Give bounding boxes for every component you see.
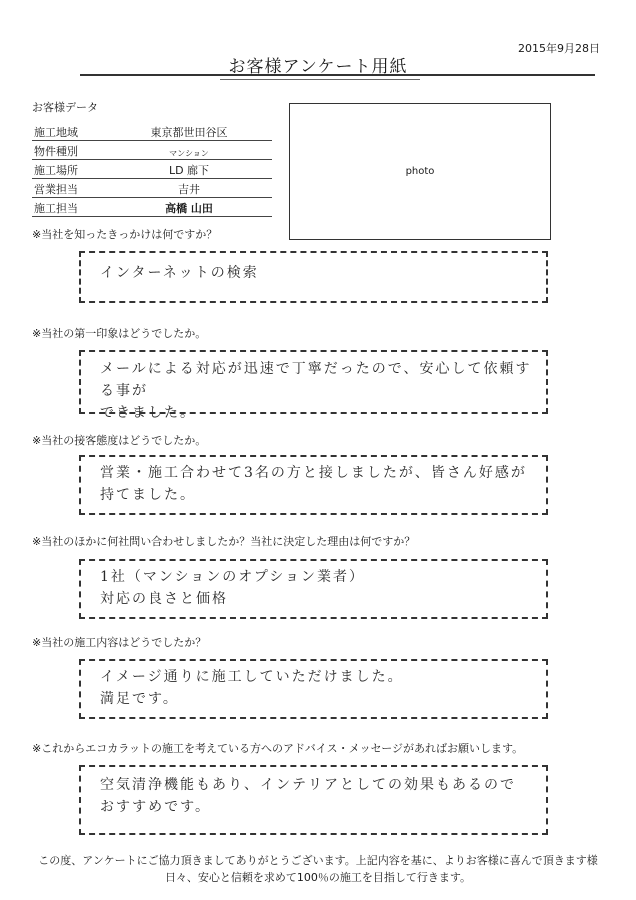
info-label: 営業担当 [32, 179, 106, 198]
survey-date: 2015年9月28日 [518, 42, 600, 55]
question-5: ※当社の施工内容はどうでしたか？ [32, 636, 207, 649]
closing-message [0, 852, 636, 886]
question-2: ※当社の第一印象はどうでしたか。 [32, 327, 207, 340]
answer-line: 対応の良さと価格 [100, 591, 228, 607]
question-3: ※当社の接客態度はどうでしたか。 [32, 434, 207, 447]
question-6: ※これからエコカラットの施工を考えている方へのアドバイス・メッセージがあればお願いします。 [32, 742, 524, 755]
answer-line: 満足です。 [100, 691, 179, 707]
info-value: マンション [106, 141, 272, 160]
question-4: ※当社のほかに何社問い合わせしましたか？当社に決定した理由は何ですか？ [32, 535, 416, 548]
info-label: 物件種別 [32, 141, 106, 160]
answer-2 [100, 358, 540, 424]
info-label: 施工地域 [32, 122, 106, 141]
page-title: お客様アンケート用紙 [228, 57, 408, 77]
info-row-property-type [32, 141, 272, 160]
answer-6 [100, 774, 540, 818]
answer-1 [100, 262, 540, 284]
closing-line-2: 日々、安心と信頼を求めて100％の施工を目指して行きます。 [164, 871, 472, 884]
info-value: 吉井 [106, 179, 272, 198]
info-row-construction-staff [32, 198, 272, 217]
info-row-area [32, 122, 272, 141]
answer-line: おすすめです。 [100, 799, 212, 815]
photo-placeholder-label: photo [405, 166, 435, 177]
answer-line: 持てました。 [100, 487, 196, 503]
answer-4 [100, 566, 540, 610]
answer-line: 営業・施工合わせて3名の方と接しましたが、皆さん好感が [100, 465, 527, 481]
answer-3 [100, 462, 540, 506]
info-value: 高橋 山田 [106, 198, 272, 217]
answer-line: できました。 [100, 405, 196, 421]
info-value: LD 廊下 [106, 160, 272, 179]
answer-line: インターネットの検索 [100, 265, 259, 281]
answer-line: メールによる対応が迅速で丁寧だったので、安心して依頼する事が [100, 361, 532, 399]
closing-line-1: この度、アンケートにご協力頂きましてありがとうございます。上記内容を基に、よりお客様に喜んで頂きます様 [38, 854, 598, 867]
info-label: 施工担当 [32, 198, 106, 217]
title-underline-secondary [220, 79, 420, 80]
answer-5 [100, 666, 540, 710]
info-label: 施工場所 [32, 160, 106, 179]
info-row-location [32, 160, 272, 179]
answer-line: 空気清浄機能もあり、インテリアとしての効果もあるので [100, 777, 516, 793]
customer-data-table [32, 122, 272, 217]
title-underline [80, 74, 595, 76]
info-value: 東京都世田谷区 [106, 122, 272, 141]
answer-line: イメージ通りに施工していただけました。 [100, 669, 404, 685]
answer-line: 1社（マンションのオプション業者） [100, 569, 366, 585]
customer-data-heading: お客様データ [32, 101, 98, 114]
question-1: ※当社を知ったきっかけは何ですか？ [32, 228, 218, 241]
info-row-sales-staff [32, 179, 272, 198]
